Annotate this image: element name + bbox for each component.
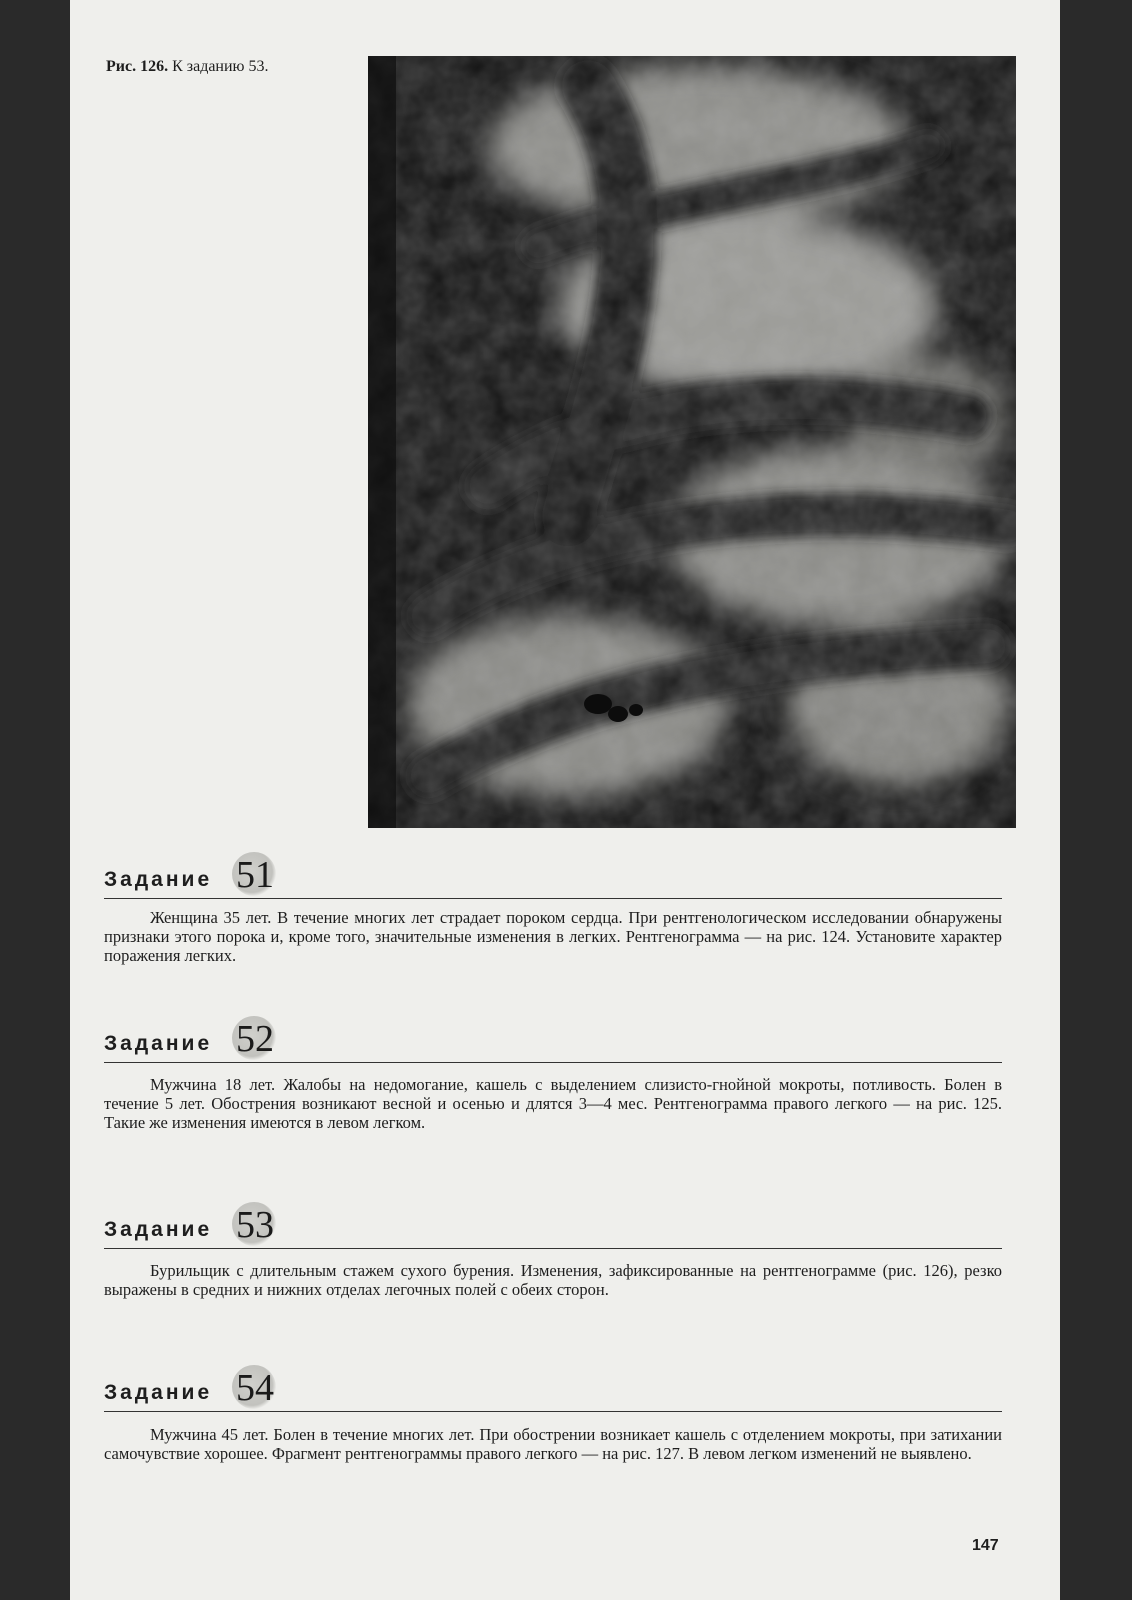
task-54-text: Мужчина 45 лет. Болен в течение многих лет. При обострении возникает кашель с отделением мокроты, при затихании самочувствие хорошее. Фрагмент рентгенограммы правого легкого — на рис. 127. В левом легком изменений не выявлено. — [104, 1425, 1002, 1463]
figure-caption-label: Рис. 126. — [106, 58, 169, 75]
task-53-header — [104, 1202, 1002, 1249]
task-51-text: Женщина 35 лет. В течение многих лет страдает пороком сердца. При рентгенологическом исследовании обнаружены признаки этого порока и, кроме того, значительные изменения в легких. Рентгенограмма — на рис. 124. Установите характер поражения легких. — [104, 908, 1002, 965]
task-51-number-badge — [232, 852, 276, 896]
task-51-number: 51 — [236, 854, 274, 896]
task-52-header — [104, 1016, 1002, 1063]
task-54-number: 54 — [236, 1367, 274, 1409]
figure-caption-text: К заданию 53. — [172, 58, 269, 75]
task-51-header — [104, 852, 1002, 899]
task-52-text: Мужчина 18 лет. Жалобы на недомогание, кашель с выделением слизисто-гнойной мокроты, потливость. Болен в течение 5 лет. Обострения возникают весной и осенью и длятся 3—4 мес. Рентгенограмма правого легкого — на рис. 125. Такие же изменения имеются в левом легком. — [104, 1075, 1002, 1132]
task-53-number: 53 — [236, 1204, 274, 1246]
task-54-number-badge — [232, 1365, 276, 1409]
task-54-word: Задание — [104, 1381, 213, 1404]
task-52-word: Задание — [104, 1032, 213, 1055]
task-53-word: Задание — [104, 1218, 213, 1241]
xray-image — [368, 56, 1016, 828]
task-54-header — [104, 1365, 1002, 1412]
page-number: 147 — [972, 1537, 999, 1554]
task-53-number-badge — [232, 1202, 276, 1246]
task-52-number-badge — [232, 1016, 276, 1060]
task-51-word: Задание — [104, 868, 213, 891]
book-page — [70, 0, 1060, 1600]
xray-illustration — [368, 56, 1016, 828]
task-53-text: Бурильщик с длительным стажем сухого бурения. Изменения, зафиксированные на рентгенограмме (рис. 126), резко выражены в средних и нижних отделах легочных полей с обеих сторон. — [104, 1261, 1002, 1299]
task-52-number: 52 — [236, 1018, 274, 1060]
figure-caption — [106, 58, 286, 76]
